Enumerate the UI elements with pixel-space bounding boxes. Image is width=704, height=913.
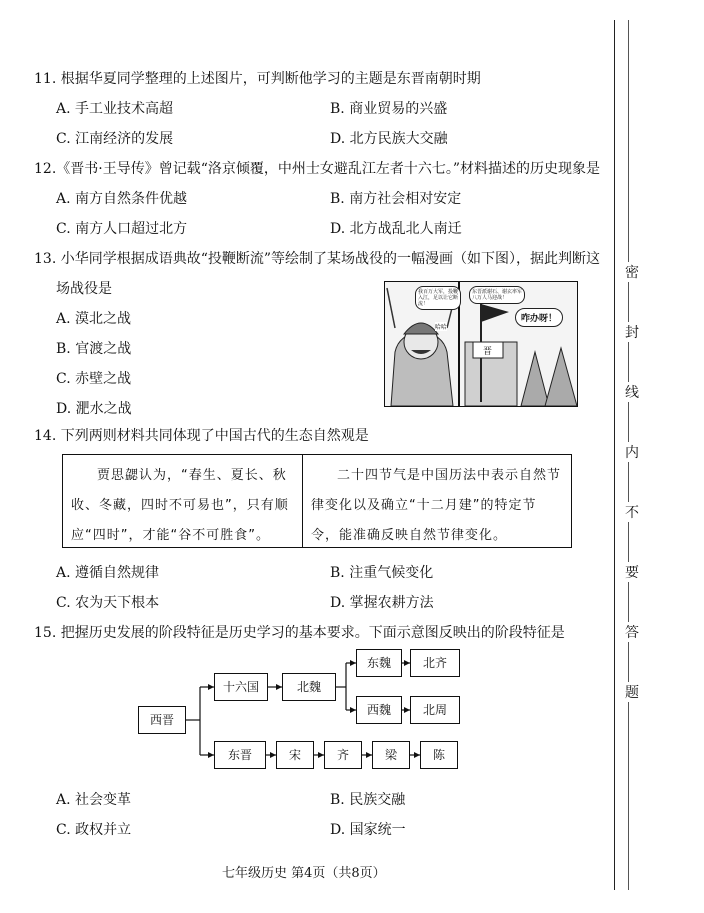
diagram-node-liang: 梁 [372,741,410,769]
seal-line [614,20,615,890]
q14-material-right: 二十四节气是中国历法中表示自然节律变化以及确立“十二月建”的特定节令，能准确反映自然节律变化。 [311,468,562,543]
q13-comic [384,281,578,407]
diagram-node-beizhou: 北周 [410,696,460,724]
diagram-node-dongjin: 东晋 [214,741,266,769]
q13-option-d: D. 淝水之战 [56,401,132,417]
q14-option-b: B. 注重气候变化 [330,565,434,581]
page-footer: 七年级历史 第4页（共8页） [222,866,386,881]
seal-char-4: 内 [624,442,640,462]
q14-material-table [62,454,572,548]
diagram-node-song: 宋 [276,741,314,769]
q12-option-b: B. 南方社会相对安定 [330,191,462,207]
q13-option-a: A. 漠北之战 [56,311,132,327]
comic-bubble-jin-army: 东晋派谢石、谢玄率军八万人马迎战！ [469,286,525,304]
q15-option-d: D. 国家统一 [330,822,406,838]
q13-stem-line2: 场战役是 [56,281,112,297]
q11-option-c: C. 江南经济的发展 [56,131,174,147]
q12-option-a: A. 南方自然条件优越 [56,191,188,207]
q14-option-c: C. 农为天下根本 [56,595,160,611]
q13-option-c: C. 赤壁之战 [56,371,132,387]
q13-stem-line1: 13. 小华同学根据成语典故“投鞭断流”等绘制了某场战役的一幅漫画（如下图），据此判断这 [34,251,601,267]
q15-option-b: B. 民族交融 [330,792,406,808]
q11-option-a: A. 手工业技术高超 [56,101,174,117]
q15-option-a: A. 社会变革 [56,792,132,808]
diagram-node-chen: 陈 [420,741,458,769]
q13-option-b: B. 官渡之战 [56,341,132,357]
q11-stem: 11. 根据华夏同学整理的上述图片，可判断他学习的主题是东晋南朝时期 [34,71,481,87]
diagram-node-dongwei: 东魏 [356,649,402,677]
diagram-node-beiwei: 北魏 [282,673,336,701]
comic-flag-label: 晋 [483,347,493,357]
q14-material-left: 贾思勰认为，“春生、夏长、秋收、冬藏，四时不可易也”，只有顺应“四时”，才能“谷不可胜食”。 [63,455,303,547]
comic-bubble-commander: 我百万大军，投鞭入江，足以让它断流！ [415,286,461,310]
diagram-node-qi: 齐 [324,741,362,769]
diagram-node-xijin: 西晋 [138,706,186,734]
seal-char-3: 线 [624,382,640,402]
q15-option-c: C. 政权并立 [56,822,132,838]
q12-option-d: D. 北方战乱北人南迁 [330,221,462,237]
q14-stem: 14. 下列两则材料共同体现了中国古代的生态自然观是 [34,428,369,444]
diagram-node-xiwei: 西魏 [356,696,402,724]
seal-char-1: 密 [624,262,640,282]
q14-option-a: A. 遵循自然规律 [56,565,160,581]
comic-bubble-worry: 咋办呀！ [515,308,563,327]
seal-char-2: 封 [624,322,640,342]
q11-option-d: D. 北方民族大交融 [330,131,448,147]
diagram-node-beiqi: 北齐 [410,649,460,677]
seal-char-5: 不 [624,502,640,522]
q12-stem: 12.《晋书·王导传》曾记载“洛京倾覆，中州士女避乱江左者十六七。”材料描述的历史现象是 [34,161,601,177]
q14-option-d: D. 掌握农耕方法 [330,595,434,611]
q15-stem: 15. 把握历史发展的阶段特征是历史学习的基本要求。下面示意图反映出的阶段特征是 [34,625,565,641]
seal-char-7: 答 [624,622,640,642]
q12-option-c: C. 南方人口超过北方 [56,221,188,237]
seal-char-8: 题 [624,682,640,702]
comic-bubble-laugh: 哈哈 [435,324,448,331]
diagram-node-sixteen-kingdoms: 十六国 [214,673,268,701]
q11-option-b: B. 商业贸易的兴盛 [330,101,448,117]
seal-char-6: 要 [624,562,640,582]
